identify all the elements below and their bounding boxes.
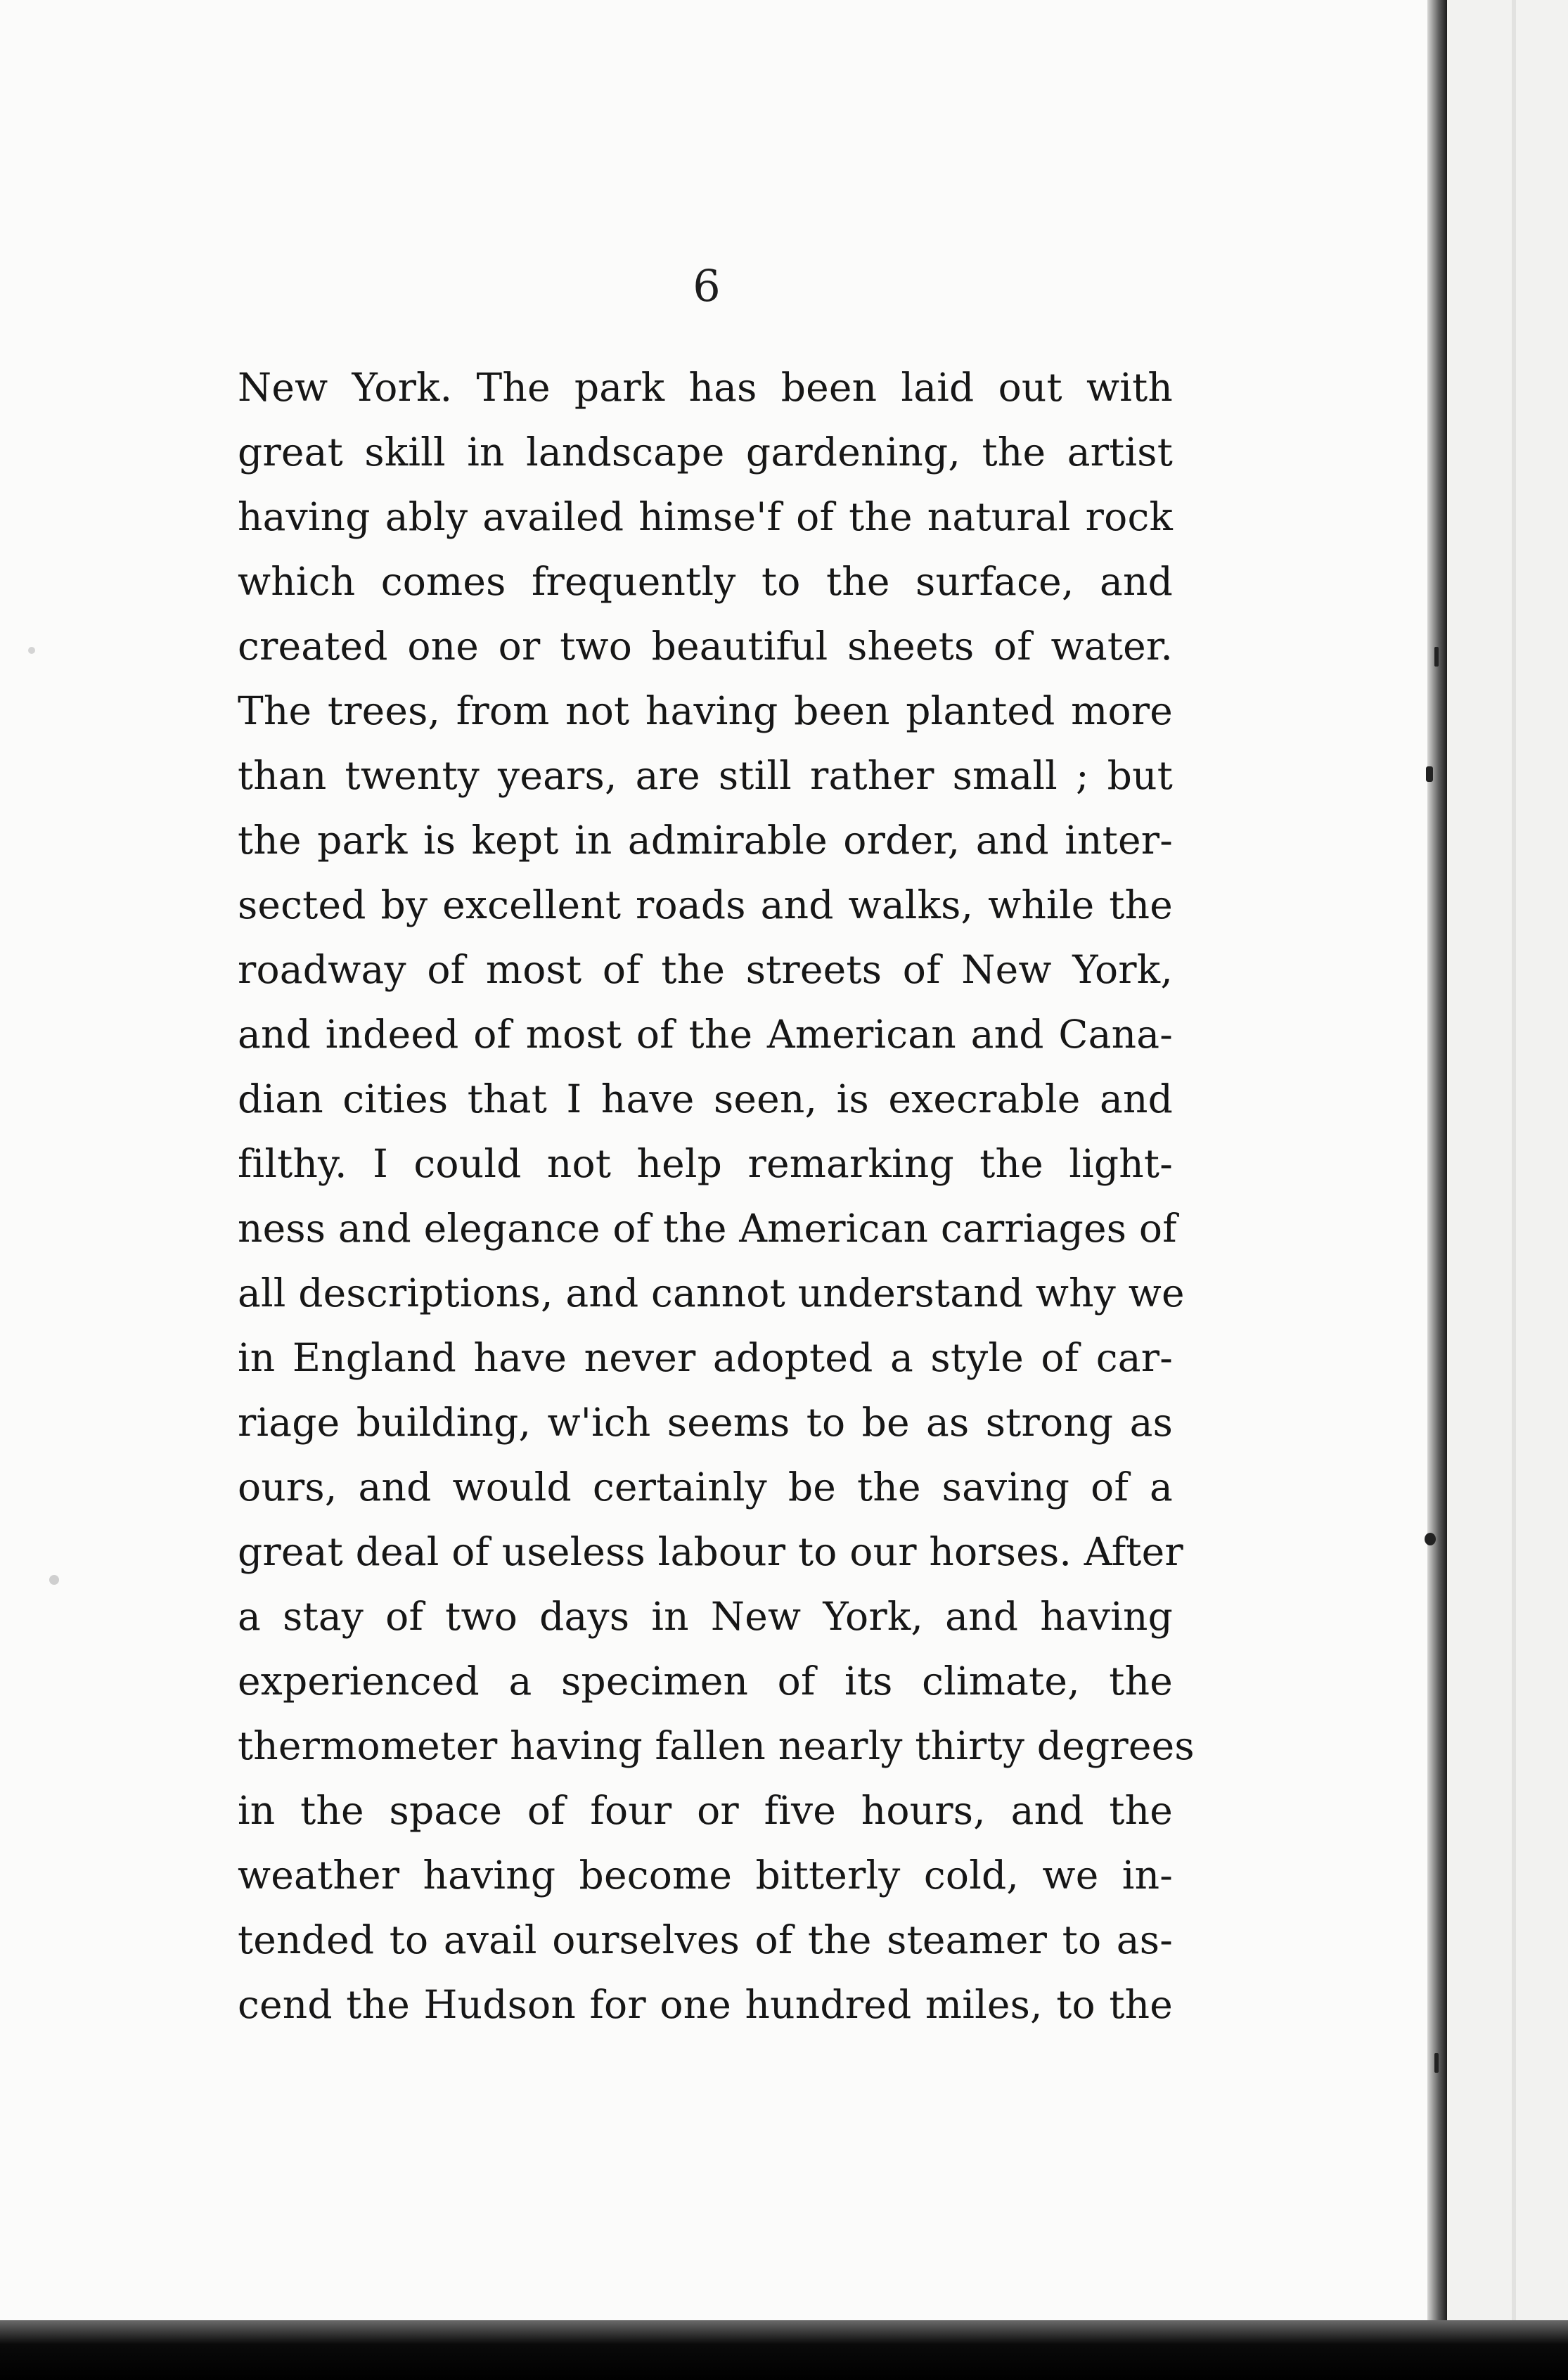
text-line: in England have never adopted a style of car- [238,1335,1173,1380]
text-line: and indeed of most of the American and Cana- [238,1012,1173,1057]
page-edge-line [1512,0,1516,2341]
speck [1426,766,1433,782]
text-line: created one or two beautiful sheets of water. [238,624,1173,669]
text-line: weather having become bitterly cold, we in- [238,1853,1173,1898]
text-line: filthy. I could not help remarking the light- [238,1141,1173,1186]
text-line: The trees, from not having been planted more [238,688,1173,733]
text-line: all descriptions, and cannot understand why we [238,1271,1185,1316]
text-line: in the space of four or five hours, and the [238,1788,1173,1833]
text-line: experienced a specimen of its climate, the [238,1659,1173,1704]
text-line: tended to avail ourselves of the steamer to as- [238,1917,1173,1962]
text-line: a stay of two days in New York, and having [238,1594,1173,1639]
binding-gutter [1427,0,1447,2341]
scan-border-bottom [0,2320,1568,2380]
speck [1434,647,1439,667]
page-number: 6 [693,260,721,311]
text-line: thermometer having fallen nearly thirty degrees [238,1723,1195,1768]
text-line: cend the Hudson for one hundred miles, to the [238,1982,1173,2027]
speck [1434,2053,1439,2073]
text-line: which comes frequently to the surface, and [238,559,1173,604]
speck [49,1575,59,1585]
text-line: than twenty years, are still rather small ; but [238,753,1173,798]
text-line: ours, and would certainly be the saving of a [238,1465,1173,1510]
text-line: the park is kept in admirable order, and inter- [238,818,1173,863]
text-line: ness and elegance of the American carriages of [238,1206,1177,1251]
text-line: great skill in landscape gardening, the artist [238,430,1173,475]
text-line: riage building, w'ich seems to be as strong as [238,1400,1173,1445]
body-text [238,355,1195,2037]
text-line: dian cities that I have seen, is execrable and [238,1076,1173,1121]
text-line: sected by excellent roads and walks, while the [238,882,1173,927]
speck [28,647,35,654]
text-line: roadway of most of the streets of New York, [238,947,1173,992]
adjacent-page-edge [1447,0,1568,2341]
text-line: New York. The park has been laid out with [238,365,1173,410]
speck [1425,1533,1436,1545]
text-line: having ably availed himse'f of the natural rock [238,494,1173,539]
text-line: great deal of useless labour to our horses. After [238,1529,1183,1574]
